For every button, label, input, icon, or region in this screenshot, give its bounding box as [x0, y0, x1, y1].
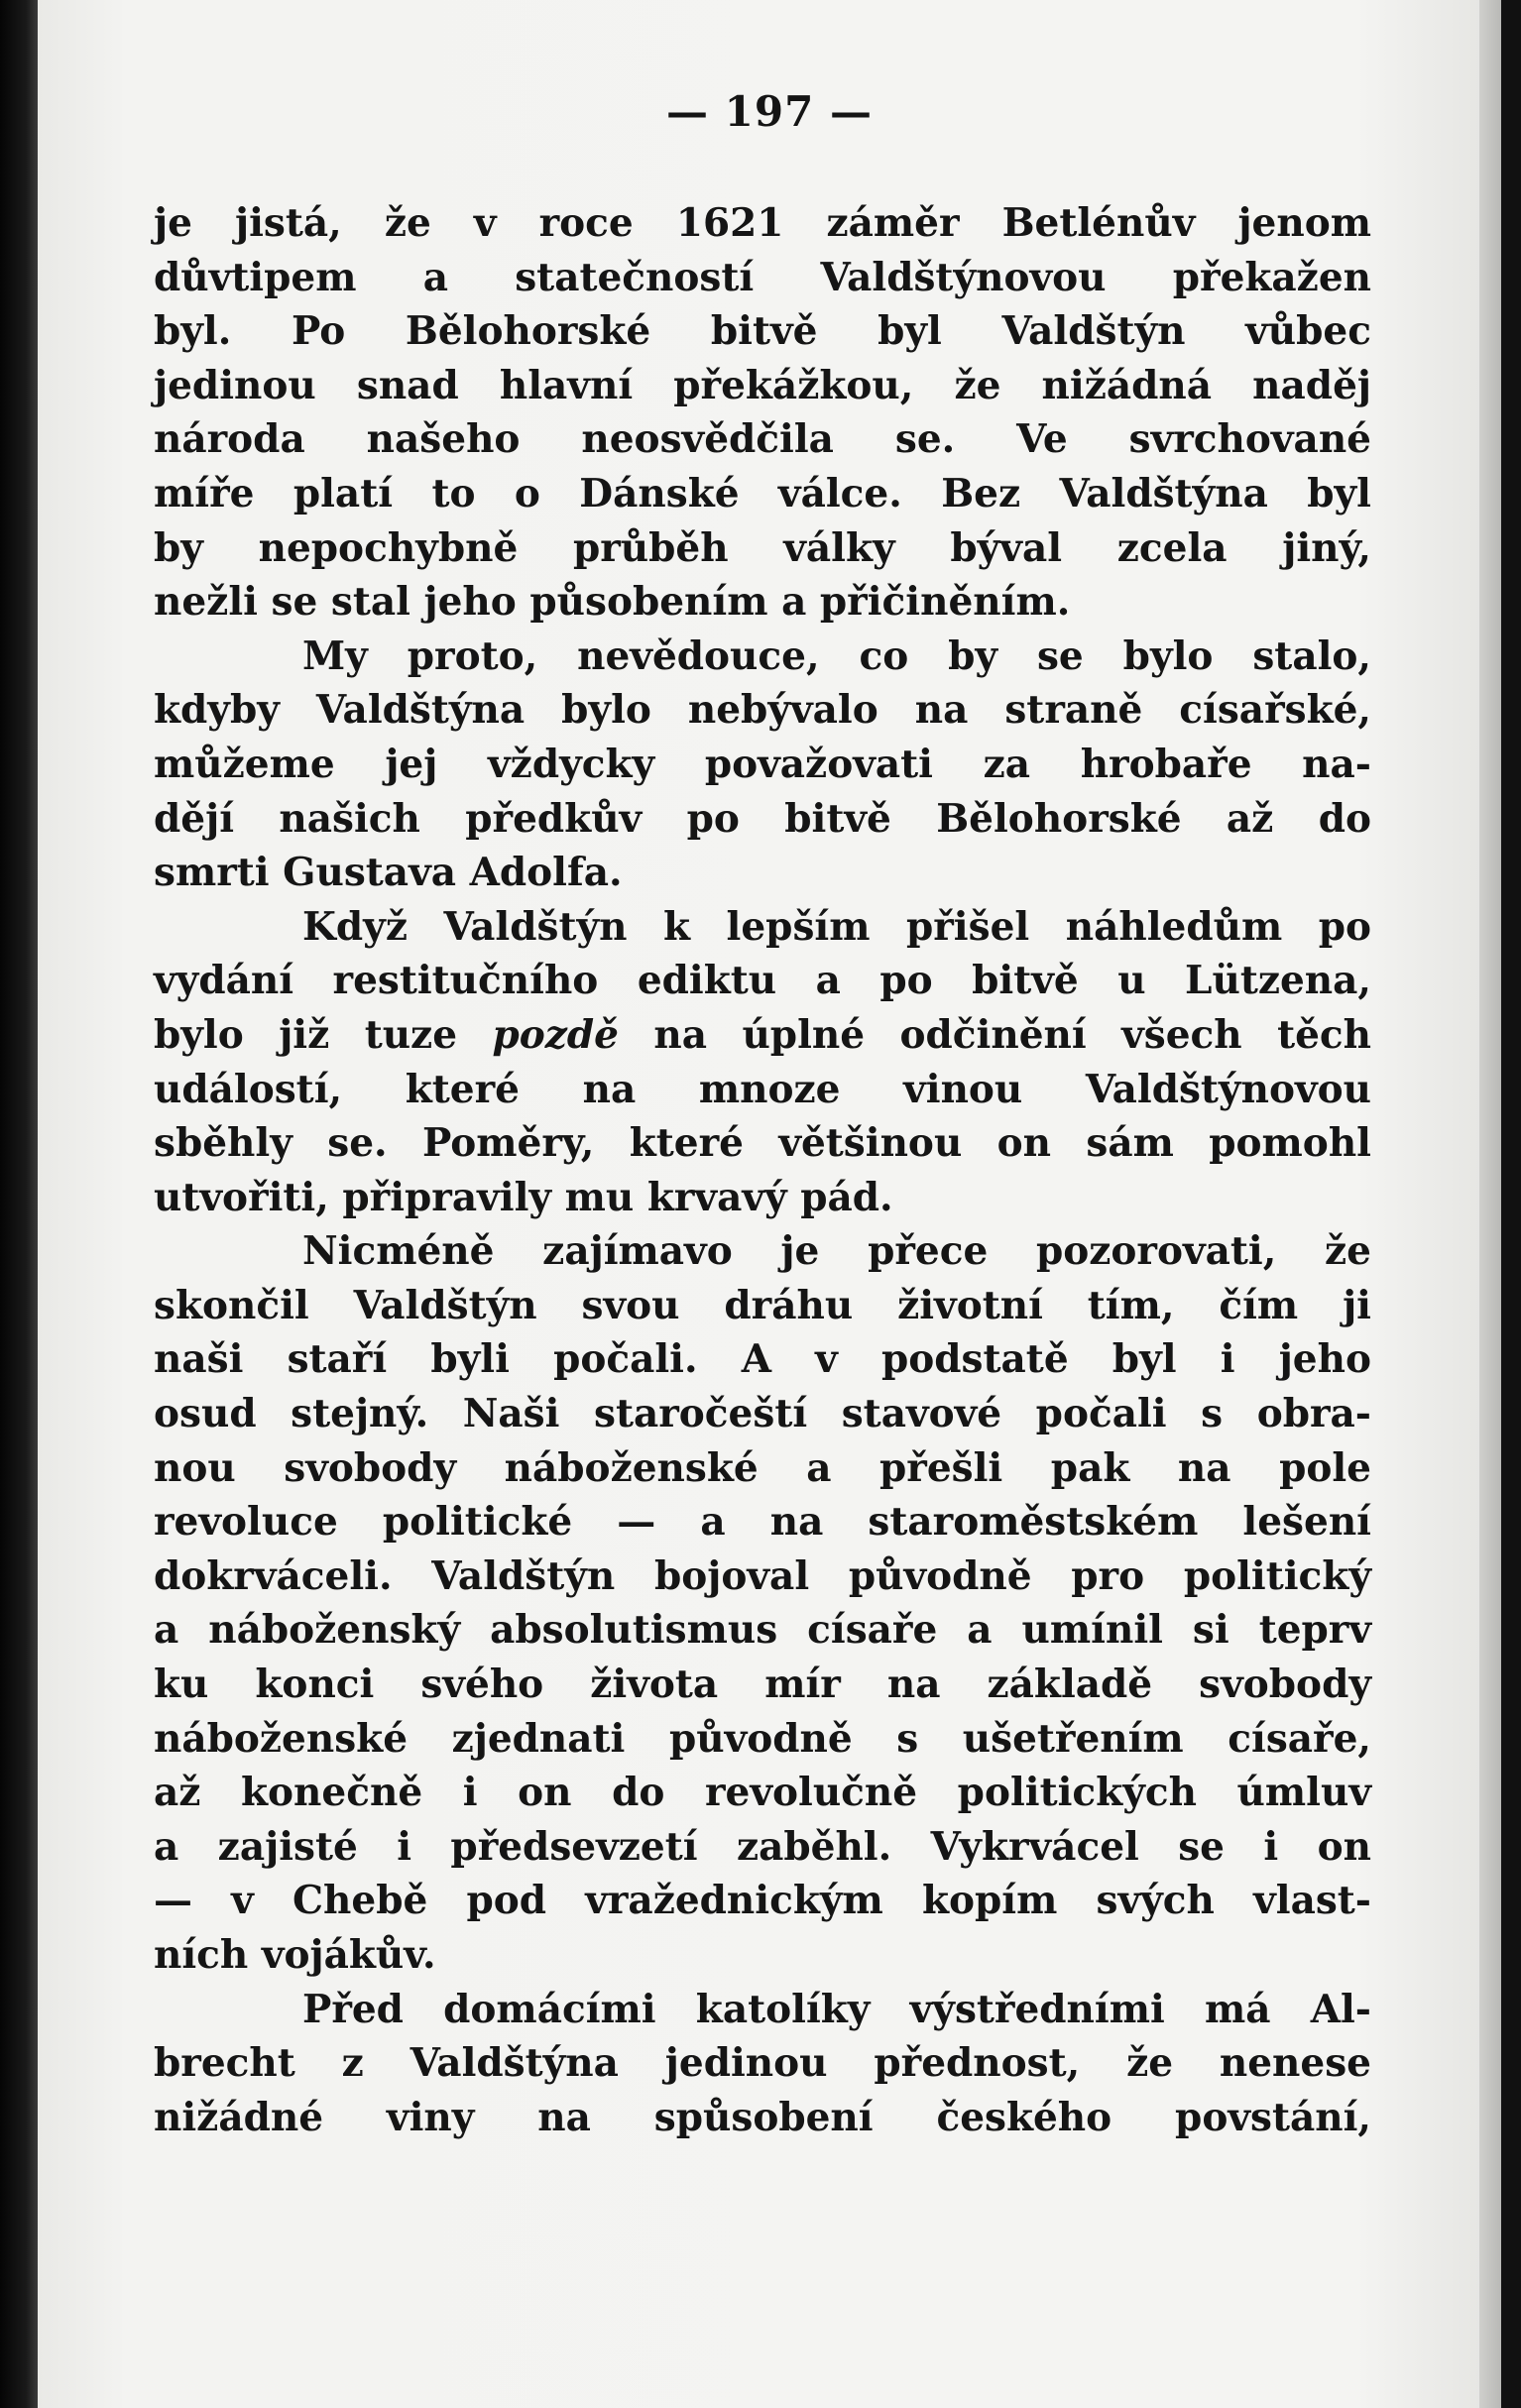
text-line: ku konci svého života mír na základě svobody	[154, 1662, 1371, 1708]
text-line: — v Chebě pod vražednickým kopím svých vlast-	[154, 1878, 1371, 1924]
text-line: smrti Gustava Adolfa.	[154, 850, 623, 896]
text-line: kdyby Valdštýna bylo nebývalo na straně císařské,	[154, 687, 1371, 734]
text-line: vydání restitučního ediktu a po bitvě u Lützena,	[154, 958, 1371, 1004]
page-right-edge	[1479, 0, 1501, 2408]
text-line: dokrváceli. Valdštýn bojoval původně pro politický	[154, 1552, 1371, 1599]
emphasized-word: pozdě	[492, 1011, 619, 1058]
text-line	[154, 1008, 1371, 1063]
text-line: osud stejný. Naši staročeští stavové počali s obra-	[154, 1391, 1371, 1437]
text-line: je jistá, že v roce 1621 záměr Betlénův jenom	[154, 200, 1371, 246]
text-segment: na úplné odčinění všech těch	[618, 1011, 1371, 1058]
text-line: a náboženský absolutismus císaře a umínil si teprv	[154, 1607, 1371, 1654]
text-line: míře platí to o Dánské válce. Bez Valdštýna byl	[154, 470, 1371, 516]
text-segment: bylo již tuze	[154, 1011, 493, 1058]
text-line: brecht z Valdštýna jedinou přednost, že nenese	[154, 2040, 1371, 2087]
text-line: důvtipem a statečností Valdštýnovou překažen	[154, 254, 1371, 300]
text-line: nou svobody náboženské a přešli pak na pole	[154, 1444, 1371, 1491]
text-line: Nicméně zajímavo je přece pozorovati, že	[302, 1228, 1371, 1275]
text-line: My proto, nevědouce, co by se bylo stalo,	[302, 632, 1371, 679]
text-line: Když Valdštýn k lepším přišel náhledům po	[302, 903, 1371, 950]
text-line: sběhly se. Poměry, které většinou on sám pomohl	[154, 1120, 1371, 1167]
text-line: naši staří byli počali. A v podstatě byl i jeho	[154, 1336, 1371, 1383]
text-line: Před domácími katolíky výstředními má Al-	[302, 1986, 1371, 2032]
text-line: skončil Valdštýn svou dráhu životní tím, čím ji	[154, 1282, 1371, 1328]
text-line: jedinou snad hlavní překážkou, že nižádná naděj	[154, 362, 1371, 408]
text-line: nežli se stal jeho působením a přičiněním.	[154, 579, 1071, 626]
text-line: utvořiti, připravily mu krvavý pád.	[154, 1174, 893, 1220]
text-line: národa našeho neosvědčila se. Ve svrchované	[154, 416, 1371, 463]
text-line: můžeme jej vždycky považovati za hrobaře na-	[154, 741, 1371, 787]
text-line: náboženské zjednati původně s ušetřením císaře,	[154, 1715, 1371, 1762]
book-page	[38, 0, 1501, 2408]
text-line: revoluce politické — a na staroměstském lešení	[154, 1499, 1371, 1546]
page-number: — 197 —	[666, 87, 873, 136]
text-line: událostí, které na mnoze vinou Valdštýnovou	[154, 1066, 1371, 1112]
body-text	[154, 196, 1371, 2144]
text-line: byl. Po Bělohorské bitvě byl Valdštýn vůbec	[154, 308, 1371, 355]
text-line: nižádné viny na spůsobení českého povstání,	[154, 2094, 1371, 2140]
text-line: a zajisté i předsevzetí zaběhl. Vykrvácel se i on	[154, 1823, 1371, 1870]
text-line: až konečně i on do revolučně politických úmluv	[154, 1770, 1371, 1816]
text-line: ních vojákův.	[154, 1932, 436, 1978]
page-left-edge	[0, 0, 38, 2408]
text-line: by nepochybně průběh války býval zcela jiný,	[154, 524, 1371, 571]
text-line: dějí našich předkův po bitvě Bělohorské až do	[154, 795, 1371, 842]
